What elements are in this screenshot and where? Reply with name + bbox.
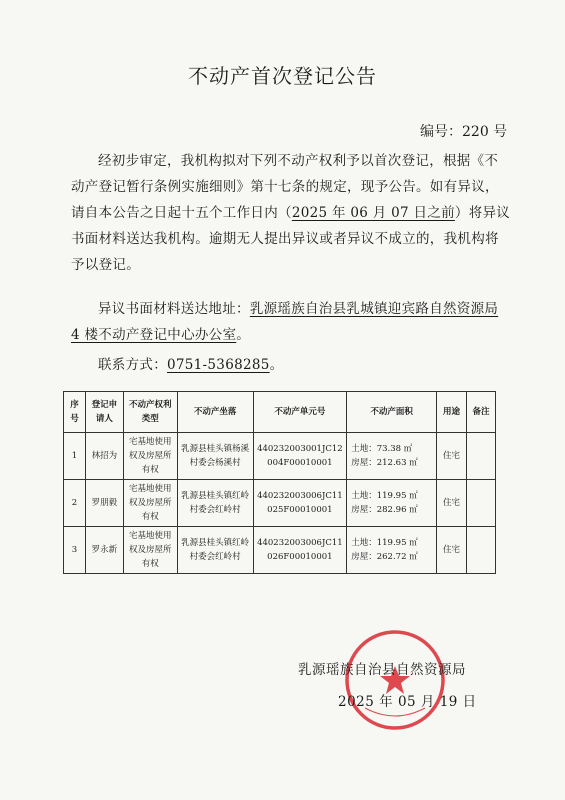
cell-unit-no: 440232003006JC11025F00010001 xyxy=(253,480,347,527)
house-area: 房屋：212.63 ㎡ xyxy=(351,458,418,468)
cell-area xyxy=(347,480,437,527)
cell-location: 乳源县桂头镇红岭村委会红岭村 xyxy=(177,480,253,527)
objection-deadline: 2025 年 06 月 07 日之前 xyxy=(291,205,455,221)
cell-location: 乳源县桂头镇杨溪村委会杨溪村 xyxy=(177,433,253,480)
cell-area xyxy=(347,433,437,480)
house-area: 房屋：262.72 ㎡ xyxy=(351,552,418,562)
table-row xyxy=(64,527,496,574)
land-area: 土地：73.38 ㎡ xyxy=(351,444,413,454)
cell-unit-no: 440232003001JC12004F00010001 xyxy=(253,433,347,480)
body-text-part1: 经初步审定，我机构拟对下列不动产权利予以首次登记，根据《不动产登记暂行条例实施细则》第十七条的规定，现予公告。如有异议，请自本公告之日起十五个工作日内（ xyxy=(71,153,499,221)
cell-remark xyxy=(466,527,495,574)
objection-address: 乳源瑶族自治县乳城镇迎宾路自然资源局 4 楼不动产登记中心办公室 xyxy=(71,301,499,343)
cell-use: 住宅 xyxy=(437,480,467,527)
header-use: 用途 xyxy=(437,392,467,433)
house-area: 房屋：282.96 ㎡ xyxy=(351,505,418,515)
issuing-organization: 乳源瑶族自治县自然资源局 xyxy=(298,662,466,678)
land-area: 土地：119.95 ㎡ xyxy=(351,491,418,501)
cell-location: 乳源县桂头镇红岭村委会红岭村 xyxy=(177,527,253,574)
cell-remark xyxy=(466,480,495,527)
cell-use: 住宅 xyxy=(437,433,467,480)
contact-paragraph xyxy=(71,352,511,378)
cell-use: 住宅 xyxy=(437,527,467,574)
issue-date: 2025 年 05 月 19 日 xyxy=(338,694,477,710)
header-applicant: 登记申请人 xyxy=(85,392,123,433)
address-end: 。 xyxy=(236,327,251,343)
address-label: 异议书面材料送达地址： xyxy=(98,301,250,317)
body-text-part2: ）将异议书面材料送达我机构。逾期无人提出异议或者异议不成立的，我机构将予以登记。 xyxy=(71,205,511,273)
contact-label: 联系方式： xyxy=(98,357,167,373)
notice-body-paragraph xyxy=(71,148,511,278)
contact-phone: 0751-5368285 xyxy=(167,357,270,373)
cell-applicant: 林招为 xyxy=(85,433,123,480)
cell-right-type: 宅基地使用权及房屋所有权 xyxy=(123,527,177,574)
land-area: 土地：119.95 ㎡ xyxy=(351,538,418,548)
header-remark: 备注 xyxy=(466,392,495,433)
cell-no: 3 xyxy=(64,527,86,574)
table-row xyxy=(64,480,496,527)
table-row xyxy=(64,433,496,480)
contact-end: 。 xyxy=(269,357,284,373)
cell-area xyxy=(347,527,437,574)
cell-remark xyxy=(466,433,495,480)
cell-no: 2 xyxy=(64,480,86,527)
notice-title: 不动产首次登记公告 xyxy=(188,64,377,88)
cell-applicant: 罗朋毅 xyxy=(85,480,123,527)
cell-right-type: 宅基地使用权及房屋所有权 xyxy=(123,433,177,480)
header-no: 序号 xyxy=(64,392,86,433)
document-number: 编号：220 号 xyxy=(420,124,508,140)
header-unit-no: 不动产单元号 xyxy=(253,392,347,433)
objection-address-paragraph xyxy=(71,296,511,348)
header-location: 不动产坐落 xyxy=(177,392,253,433)
official-seal xyxy=(343,628,447,732)
header-area: 不动产面积 xyxy=(347,392,437,433)
registration-table xyxy=(63,391,496,574)
table-header-row xyxy=(64,392,496,433)
cell-unit-no: 440232003006JC11026F00010001 xyxy=(253,527,347,574)
header-right-type: 不动产权利 类型 xyxy=(123,392,177,433)
cell-right-type: 宅基地使用权及房屋所有权 xyxy=(123,480,177,527)
cell-applicant: 罗永新 xyxy=(85,527,123,574)
cell-no: 1 xyxy=(64,433,86,480)
